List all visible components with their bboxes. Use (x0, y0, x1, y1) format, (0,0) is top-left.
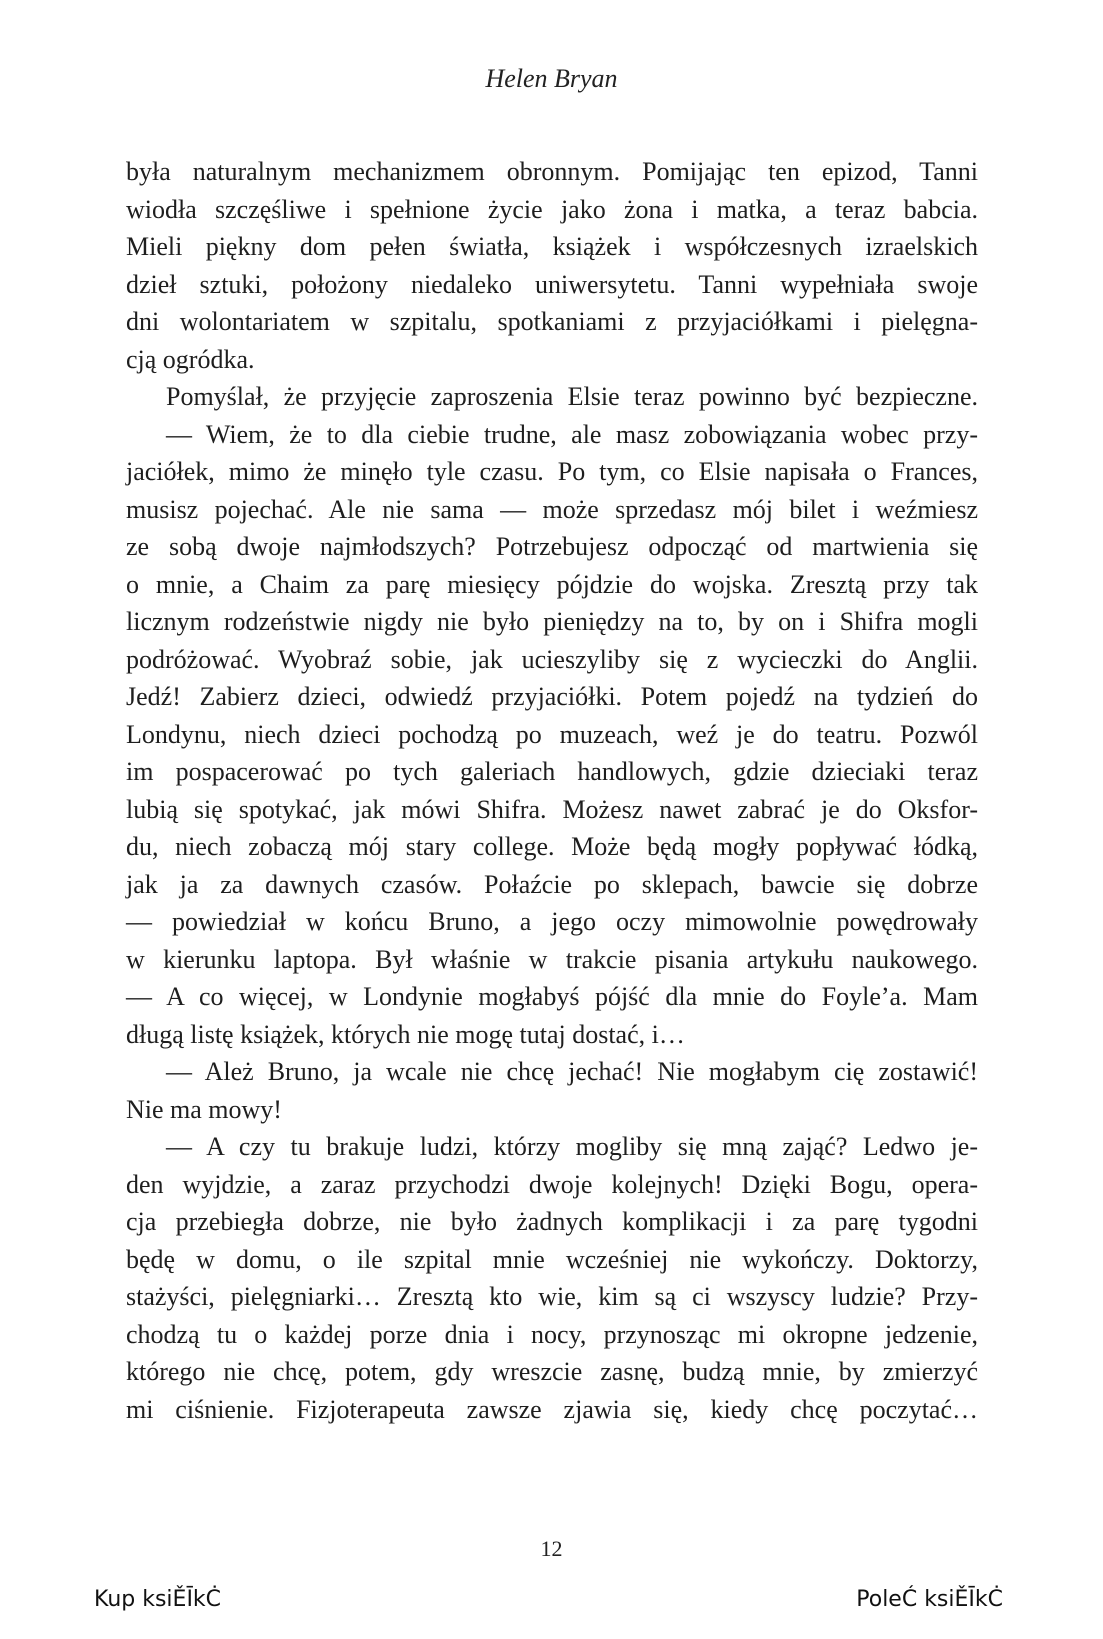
text-line: cją ogródka. (126, 344, 255, 374)
text-line: o mnie, a Chaim za parę miesięcy pójdzie do wojska. Zresztą przy tak (126, 569, 978, 599)
text-line: musisz pojechać. Ale nie sama — może sprzedasz mój bilet i weźmiesz (126, 494, 978, 524)
text-line: dni wolontariatem w szpitalu, spotkaniami z przyjaciółkami i pielęgna- (126, 307, 978, 336)
text-line: jak ja za dawnych czasów. Połaźcie po sklepach, bawcie się dobrze (126, 869, 978, 899)
text-line: Mieli piękny dom pełen światła, książek i współczesnych izraelskich (126, 232, 978, 261)
text-line: którego nie chcę, potem, gdy wreszcie zasnę, budzą mnie, by zmierzyć (126, 1357, 978, 1386)
text-line: den wyjdzie, a zaraz przychodzi dwoje kolejnych! Dzięki Bogu, opera- (126, 1169, 978, 1199)
text-line: ze sobą dwoje najmłodszych? Potrzebujesz odpocząć od martwienia się (126, 532, 978, 561)
text-line: w kierunku laptopa. Był właśnie w trakcie pisania artykułu naukowego. (126, 944, 978, 974)
page-number: 12 (540, 1536, 563, 1561)
text-line: będę w domu, o ile szpital mnie wcześniej nie wykończy. Doktorzy, (126, 1244, 978, 1274)
text-line: — powiedział w końcu Bruno, a jego oczy mimowolnie powędrowały (126, 907, 978, 936)
text-line: wiodła szczęśliwe i spełnione życie jako żona i matka, a teraz babcia. (126, 194, 978, 224)
text-line: Pomyślał, że przyjęcie zaproszenia Elsie teraz powinno być bezpieczne. (166, 382, 978, 411)
text-line: podróżować. Wyobraź sobie, jak ucieszyliby się z wycieczki do Anglii. (126, 644, 978, 674)
recommend-book-link[interactable]: PoleĆ ksiĚĪkĊ (856, 1587, 1003, 1612)
text-line: — A co więcej, w Londynie mogłabyś pójść dla mnie do Foyle’a. Mam (126, 982, 978, 1011)
text-line: licznym rodzeństwie nigdy nie było pieniędzy na to, by on i Shifra mogli (126, 607, 978, 636)
text-line: im pospacerować po tych galeriach handlowych, gdzie dzieciaki teraz (126, 757, 978, 786)
text-line: cja przebiegła dobrze, nie było żadnych komplikacji i za parę tygodni (126, 1207, 978, 1236)
text-line: dzieł sztuki, położony niedaleko uniwersytetu. Tanni wypełniała swoje (126, 269, 978, 299)
buy-book-link[interactable]: Kup ksiĚĪkĊ (94, 1587, 222, 1612)
text-line: chodzą tu o każdej porze dnia i nocy, przynosząc mi okropne jedzenie, (126, 1319, 978, 1349)
text-line: lubią się spotykać, jak mówi Shifra. Możesz nawet zabrać je do Oksfor- (126, 794, 978, 824)
text-line: — Ależ Bruno, ja wcale nie chcę jechać! Nie mogłabym cię zostawić! (166, 1057, 978, 1086)
text-line: Londynu, niech dzieci pochodzą po muzeach, weź je do teatru. Pozwól (126, 719, 978, 749)
text-line: długą listę książek, których nie mogę tutaj dostać, i… (126, 1019, 685, 1049)
text-line: jaciółek, mimo że minęło tyle czasu. Po tym, co Elsie napisała o Frances, (126, 457, 978, 486)
text-line: była naturalnym mechanizmem obronnym. Pomijając ten epizod, Tanni (126, 157, 978, 186)
text-line: stażyści, pielęgniarki… Zresztą kto wie, kim są ci wszyscy ludzie? Przy- (126, 1282, 978, 1311)
text-line: du, niech zobaczą mój stary college. Może będą mogły popływać łódką, (126, 832, 978, 861)
text-line: Jedź! Zabierz dzieci, odwiedź przyjaciółki. Potem pojedź na tydzień do (126, 682, 978, 711)
running-head: Helen Bryan (485, 64, 618, 93)
text-line: — Wiem, że to dla ciebie trudne, ale masz zobowiązania wobec przy- (166, 419, 978, 449)
text-line: — A czy tu brakuje ludzi, którzy mogliby się mną zająć? Ledwo je- (166, 1132, 978, 1161)
text-line: mi ciśnienie. Fizjoterapeuta zawsze zjawia się, kiedy chcę poczytać… (126, 1394, 978, 1424)
text-line: Nie ma mowy! (126, 1094, 282, 1124)
body-text (126, 153, 978, 1428)
